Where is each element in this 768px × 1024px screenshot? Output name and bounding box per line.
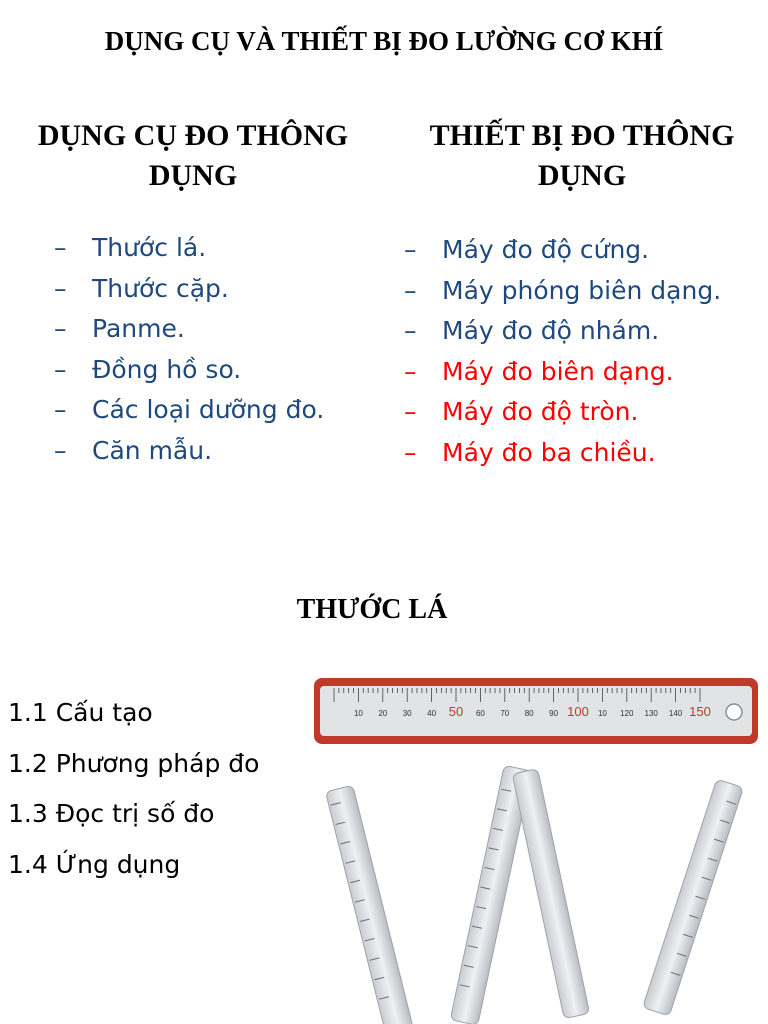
bullet-dash: –: [54, 354, 67, 384]
bullet-dash: –: [54, 435, 67, 465]
tools-list: [54, 228, 324, 471]
ruler-tick-label: 20: [378, 709, 388, 718]
ruler-tick-label: 60: [475, 709, 485, 718]
list-item-label: Máy đo độ nhám.: [442, 316, 660, 345]
outline-item: 1.4 Ứng dụng: [8, 849, 181, 879]
equipment-list: [404, 230, 721, 473]
list-item-highlighted: [404, 392, 721, 433]
list-item: [404, 311, 721, 352]
bullet-dash: –: [404, 397, 417, 426]
list-item-label: Đồng hồ so.: [92, 354, 242, 384]
folding-ruler: [326, 765, 744, 1024]
list-item-label: Căn mẫu.: [92, 435, 213, 465]
outline-item: 1.1 Cấu tạo: [8, 698, 153, 727]
outline-item: 1.3 Đọc trị số đo: [8, 799, 215, 828]
list-item-label: Máy phóng biên dạng.: [442, 275, 722, 305]
list-item: [54, 350, 324, 391]
ruler-tick-label: 90: [549, 709, 559, 718]
list-item: [54, 309, 324, 350]
bullet-dash: –: [404, 437, 417, 467]
tools-heading-line1: DỤNG CỤ ĐO THÔNG: [37, 119, 349, 152]
ruler-tick-label: 120: [620, 709, 634, 718]
steel-ruler-image: [312, 672, 760, 1024]
ruler-tick-label: 70: [500, 709, 510, 718]
list-item-label: Máy đo độ cứng.: [442, 235, 650, 264]
ruler-tick-label: 140: [668, 709, 683, 718]
bullet-dash: –: [404, 275, 417, 305]
list-item-label: Panme.: [92, 314, 185, 343]
list-item-label: Thước lá.: [92, 233, 207, 262]
list-item-label: Các loại dưỡng đo.: [92, 395, 325, 424]
list-item-label: Máy đo độ tròn.: [442, 397, 639, 426]
list-item-highlighted: [404, 352, 721, 393]
bullet-dash: –: [54, 314, 67, 343]
list-item: [54, 228, 324, 269]
list-item-label: Thước cặp.: [92, 273, 229, 303]
list-item: [54, 431, 324, 472]
ruler-tick-label: 10: [353, 709, 363, 718]
list-item-highlighted: [404, 433, 721, 474]
list-item: [404, 271, 721, 312]
list-item: [404, 230, 721, 271]
bullet-dash: –: [404, 316, 417, 345]
tools-heading-line2: DỤNG: [148, 159, 238, 192]
equipment-heading: [397, 116, 767, 196]
bullet-dash: –: [54, 395, 67, 424]
section-title: THƯỚC LÁ: [296, 594, 448, 625]
bullet-dash: –: [54, 273, 67, 303]
list-item-label: Máy đo ba chiều.: [442, 437, 656, 467]
tools-heading: [8, 116, 378, 196]
straight-ruler: [314, 678, 758, 744]
outline-item: 1.2 Phương pháp đo: [8, 748, 260, 778]
list-item: [54, 269, 324, 310]
bullet-dash: –: [54, 233, 67, 262]
ruler-tick-label: 130: [644, 709, 658, 718]
list-item: [54, 390, 324, 431]
ruler-tick-label: 50: [448, 704, 464, 719]
ruler-tick-label: 10: [597, 709, 607, 718]
ruler-tick-label: 40: [427, 709, 437, 718]
equipment-heading-line1: THIẾT BỊ ĐO THÔNG: [429, 119, 735, 152]
ruler-tick-label: 100: [567, 704, 589, 719]
equipment-heading-line2: DỤNG: [537, 159, 627, 192]
bullet-dash: –: [404, 235, 417, 264]
list-item-label: Máy đo biên dạng.: [442, 356, 674, 386]
ruler-tick-label: 30: [402, 709, 412, 718]
bullet-dash: –: [404, 356, 417, 386]
page-title: DỤNG CỤ VÀ THIẾT BỊ ĐO LƯỜNG CƠ KHÍ: [104, 26, 664, 56]
section-outline: [8, 688, 259, 890]
ruler-tick-label: 80: [524, 709, 534, 718]
ruler-tick-label: 150: [689, 704, 711, 719]
